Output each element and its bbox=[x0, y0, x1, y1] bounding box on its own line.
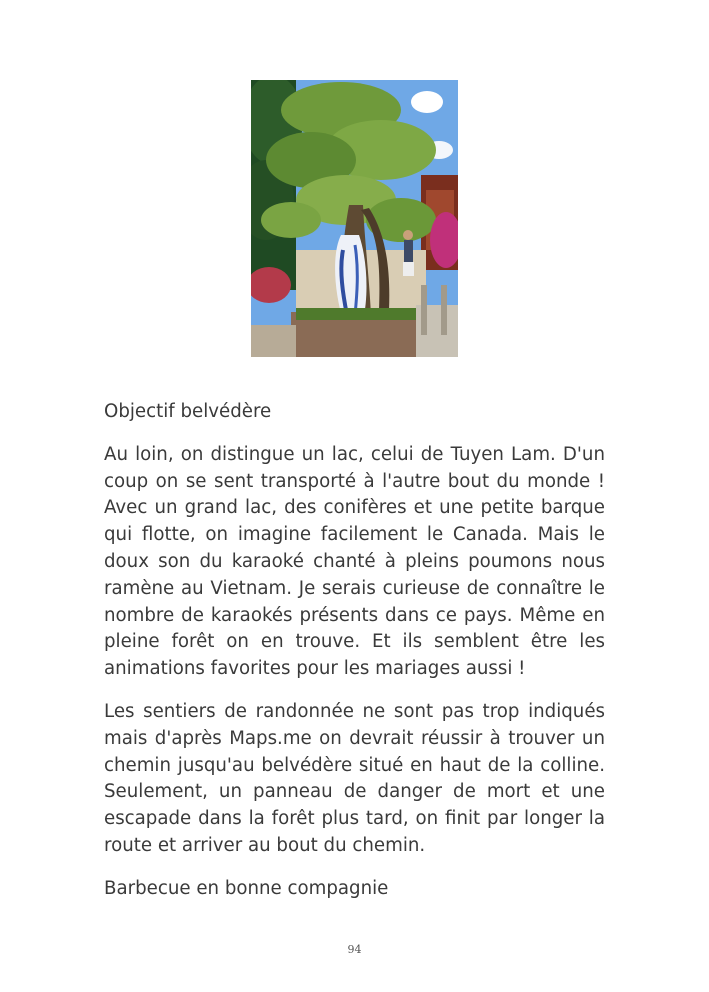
paragraph: Les sentiers de randonnée ne sont pas trop indiqués mais d'après Maps.me on devrait réussir à trouver un chemin jusqu'au belvédère situé en haut de la colline. Seulement, un panneau de danger de mort et une escapade dans la forêt plus tard, on finit par longer la route et arriver au bout du chemin. bbox=[104, 700, 605, 856]
article-body bbox=[104, 399, 605, 919]
paragraph: Au loin, on distingue un lac, celui de Tuyen Lam. D'un coup on se sent transporté à l'autre bout du monde ! Avec un grand lac, des conifères et une petite barque qui flotte, on imagine facilement le Canada. Mais le doux son du karaoké chanté à pleins poumons nous ramène au Vietnam. Je serais curieuse de connaître le nombre de karaokés présents dans ce pays. Même en pleine forêt on en trouve. Et ils semblent être les animations favorites pour les mariages aussi ! bbox=[104, 443, 605, 680]
page-number: 94 bbox=[347, 943, 362, 956]
bonsai-photo-image bbox=[251, 80, 458, 357]
section-heading: Barbecue en bonne compagnie bbox=[104, 877, 389, 899]
section-heading: Objectif belvédère bbox=[104, 401, 272, 422]
bonsai-photo bbox=[251, 80, 458, 357]
